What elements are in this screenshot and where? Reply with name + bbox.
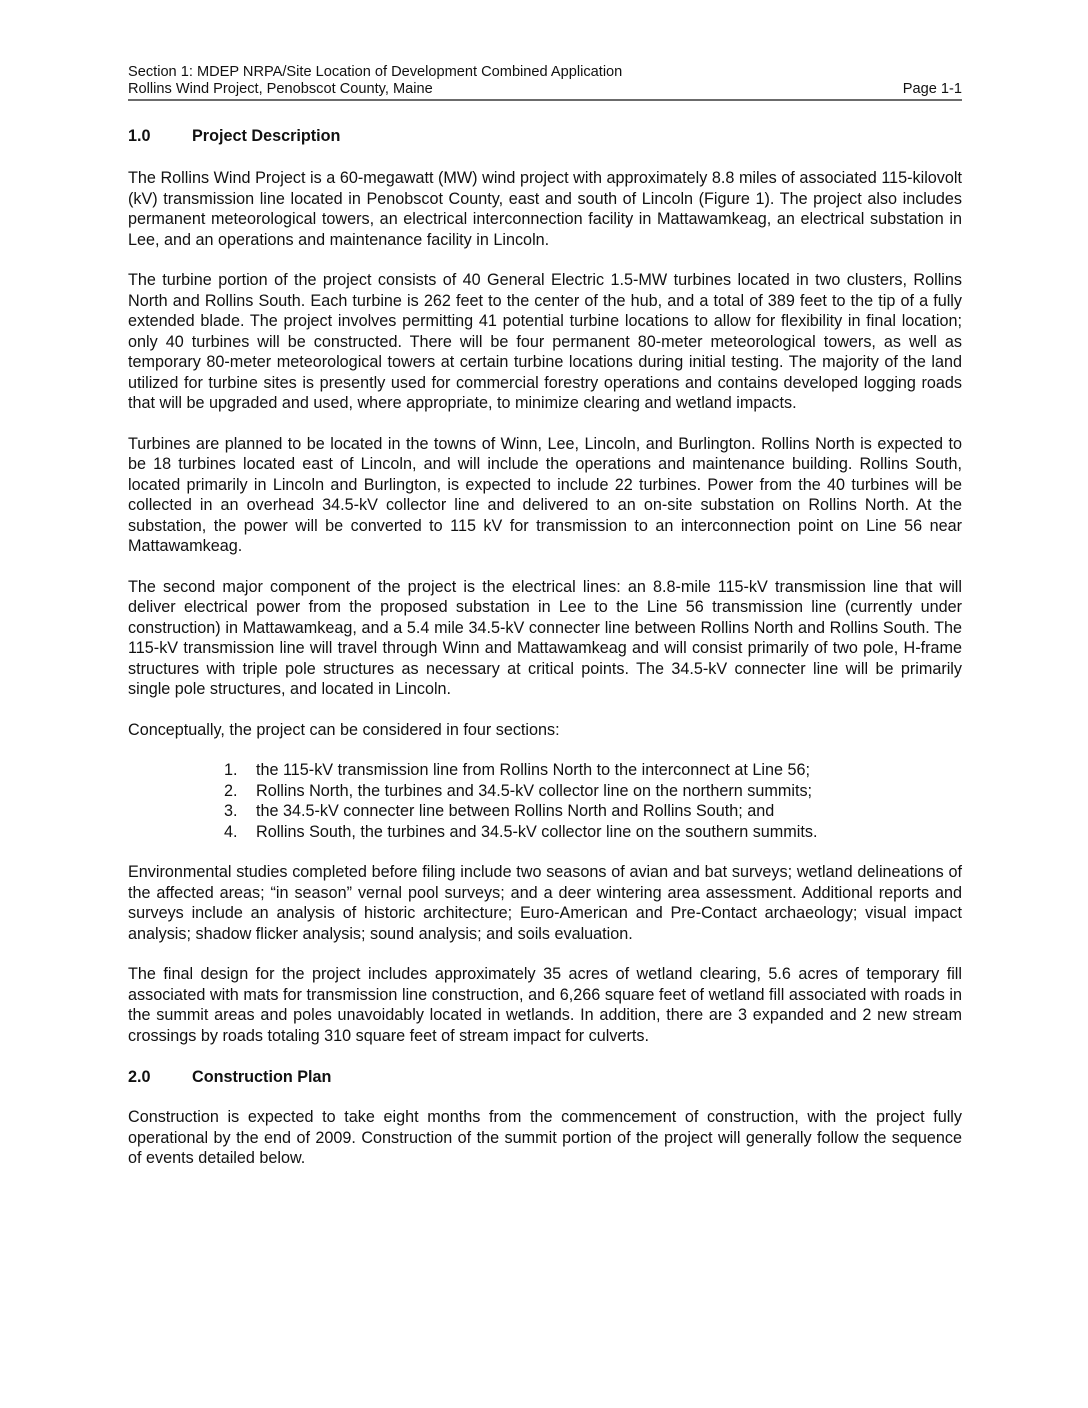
section-heading-1 (128, 126, 962, 146)
paragraph: Turbines are planned to be located in the towns of Winn, Lee, Lincoln, and Burlington. Rollins North is expected to be 18 turbines located east of Lincoln, and will include the operations and maintenance building. Rollins South, located primarily in Lincoln and Burlington, is expected to include 22 turbines. Power from the 40 turbines will be collected in an overhead 34.5-kV collector line and delivered to an on-site substation on Rollins North. At the substation, the power will be converted to 115 kV for transmission to an interconnection point on Line 56 near Mattawamkeag. (128, 434, 962, 555)
header-line-2: Rollins Wind Project, Penobscot County, Maine (128, 81, 433, 97)
list-item (224, 760, 962, 781)
header-line-1: Section 1: MDEP NRPA/Site Location of Development Combined Application (128, 64, 623, 80)
list-marker: 4. (224, 822, 238, 841)
list-item-text: Rollins North, the turbines and 34.5-kV collector line on the northern summits; (256, 781, 813, 800)
page-number: Page 1-1 (902, 81, 962, 97)
paragraph: The turbine portion of the project consists of 40 General Electric 1.5-MW turbines located in two clusters, Rollins North and Rollins South. Each turbine is 262 feet to the center of the hub, and a total of 389 feet to the tip of a fully extended blade. The project involves permitting 41 potential turbine locations to allow for flexibility in final location; only 40 turbines will be constructed. There will be four permanent 80-meter meteorological towers, as well as temporary 80-meter meteorological towers at certain turbine locations during initial testing. The majority of the land utilized for turbine sites is presently used for commercial forestry operations and contains developed logging roads that will be upgraded and used, where appropriate, to minimize clearing and wetland impacts. (128, 271, 962, 412)
list-marker: 1. (224, 761, 238, 779)
paragraph: The final design for the project includes approximately 35 acres of wetland clearing, 5.6 acres of temporary fill associated with mats for transmission line construction, and 6,266 square feet of wetland fill associated with roads in the summit areas and poles unavoidably located in wetlands. In addition, there are 3 expanded and 2 new stream crossings by roads totaling 310 square feet of stream impact for culverts. (128, 965, 962, 1045)
paragraph: The Rollins Wind Project is a 60-megawatt (MW) wind project with approximately 8.8 miles of associated 115-kilovolt (kV) transmission line located in Penobscot County, east and south of Lincoln (Figure 1). The project also includes permanent meteorological towers, an electrical interconnection facility in Mattawamkeag, an electrical substation in Lee, and an operations and maintenance facility in Lincoln. (128, 169, 962, 249)
list-item-text: the 115-kV transmission line from Rollins North to the interconnect at Line 56; (256, 761, 810, 779)
paragraph: Environmental studies completed before filing include two seasons of avian and bat surveys; wetland delineations of the affected areas; “in season” vernal pool surveys; and a deer wintering area assessment. Additional reports and surveys include an analysis of historic architecture; Euro-American and Pre-Contact archaeology; visual impact analysis; shadow flicker analysis; sound analysis; and soils evaluation. (128, 863, 962, 943)
list-item-text: the 34.5-kV connecter line between Rollins North and Rollins South; and (256, 802, 775, 820)
header-row (128, 81, 962, 98)
list-item (224, 781, 962, 802)
running-header (128, 64, 962, 101)
list-item (224, 801, 962, 822)
list-item (224, 822, 962, 843)
section-number: 2.0 (128, 1068, 151, 1086)
list-marker: 3. (224, 802, 238, 820)
numbered-list (128, 760, 962, 842)
list-marker: 2. (224, 781, 238, 800)
paragraph: Construction is expected to take eight months from the commencement of construction, with the project fully operational by the end of 2009. Construction of the summit portion of the project will generally follow the sequence of events detailed below. (128, 1108, 962, 1167)
paragraph: Conceptually, the project can be considered in four sections: (128, 720, 560, 739)
paragraph: The second major component of the project is the electrical lines: an 8.8-mile 115-kV transmission line that will deliver electrical power from the proposed substation in Lee to the Line 56 transmission line (currently under construction) in Mattawamkeag, and a 5.4 mile 34.5-kV connecter line between Rollins North and Rollins South. The 115-kV transmission line will travel through Winn and Mattawamkeag and will consist primarily of two pole, H-frame structures with triple pole structures as necessary at critical points. The 34.5-kV connecter line will be primarily single pole structures, and located in Lincoln. (128, 577, 962, 698)
section-title: Project Description (192, 127, 341, 145)
section-heading-2 (128, 1067, 962, 1087)
section-title: Construction Plan (192, 1068, 332, 1086)
section-number: 1.0 (128, 127, 151, 145)
document-page (128, 64, 962, 1169)
list-item-text: Rollins South, the turbines and 34.5-kV collector line on the southern summits. (256, 822, 818, 841)
